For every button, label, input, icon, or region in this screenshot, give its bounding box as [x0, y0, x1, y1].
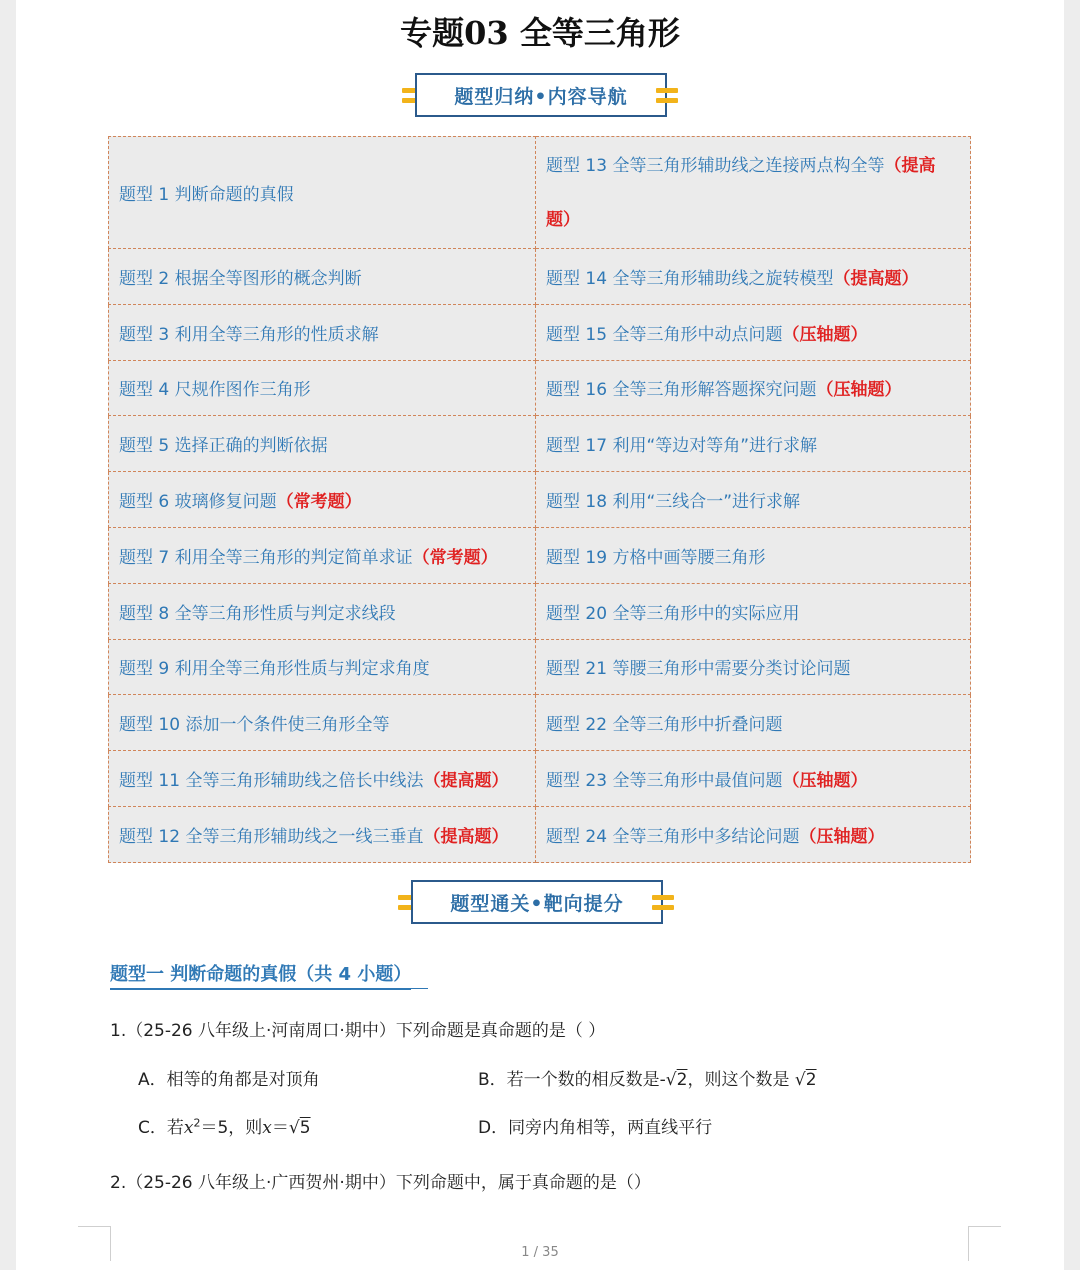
option-b-radicand-2: 2: [805, 1070, 817, 1090]
topic-navigation-table: [108, 136, 971, 863]
sqrt-symbol: √: [794, 1070, 806, 1090]
nav-cell-right[interactable]: [536, 360, 971, 416]
banner-decoration-right-2: [652, 895, 674, 911]
nav-row: [109, 639, 971, 695]
topic-label: 题型 14 全等三角形辅助线之旋转模型: [546, 268, 834, 289]
nav-cell-right[interactable]: [536, 472, 971, 528]
question-1-option-a: A．相等的角都是对顶角: [138, 1070, 320, 1090]
nav-cell-left[interactable]: [109, 583, 536, 639]
question-1-stem: 1.（25-26 八年级上·河南周口·期中）下列命题是真命题的是（ ）: [110, 1021, 606, 1041]
sqrt-symbol: √: [665, 1070, 677, 1090]
nav-row: [109, 527, 971, 583]
nav-cell-right[interactable]: [536, 249, 971, 305]
nav-cell-right[interactable]: [536, 751, 971, 807]
nav-cell-right[interactable]: [536, 583, 971, 639]
question-1-option-d: D．同旁内角相等，两直线平行: [478, 1118, 713, 1138]
banner-practice: 题型通关•靶向提分: [411, 880, 663, 924]
sqrt-symbol: √: [288, 1118, 300, 1138]
nav-cell-left[interactable]: [109, 806, 536, 862]
topic-label: 题型 8 全等三角形性质与判定求线段: [119, 603, 396, 624]
option-c-equals: ＝: [271, 1118, 289, 1138]
nav-row: [109, 416, 971, 472]
nav-cell-right[interactable]: [536, 416, 971, 472]
nav-cell-right[interactable]: [536, 806, 971, 862]
topic-label: 题型 17 利用“等边对等角”进行求解: [546, 436, 818, 457]
topic-label: 题型 4 尺规作图作三角形: [119, 380, 311, 401]
topic-label: 题型 18 利用“三线合一”进行求解: [546, 492, 801, 513]
nav-cell-right[interactable]: [536, 527, 971, 583]
nav-row: [109, 751, 971, 807]
difficulty-tag: （提高题）: [423, 771, 509, 792]
topic-label: 题型 19 方格中画等腰三角形: [546, 547, 766, 568]
nav-row: [109, 360, 971, 416]
option-c-exponent: 2: [193, 1116, 201, 1130]
topic-label: 题型 20 全等三角形中的实际应用: [546, 603, 800, 624]
option-b-middle: ，则这个数是: [687, 1070, 795, 1090]
topic-label: 题型 2 根据全等图形的概念判断: [119, 268, 362, 289]
topic-label: 题型 5 选择正确的判断依据: [119, 436, 328, 457]
nav-cell-left[interactable]: [109, 137, 536, 249]
nav-cell-left[interactable]: [109, 304, 536, 360]
difficulty-tag: （压轴题）: [782, 324, 868, 345]
difficulty-tag: （常考题）: [276, 492, 362, 513]
option-b-prefix: B．若一个数的相反数是-: [478, 1070, 666, 1090]
nav-row: [109, 583, 971, 639]
viewer-right-margin: [1064, 0, 1080, 1270]
topic-label: 题型 3 利用全等三角形的性质求解: [119, 324, 379, 345]
nav-cell-right[interactable]: [536, 137, 971, 249]
option-c-variable: x: [183, 1118, 194, 1138]
question-1-option-b: [478, 1065, 817, 1090]
section-heading: 题型一 判断命题的真假（共 4 小题）: [110, 960, 411, 990]
nav-cell-left[interactable]: [109, 527, 536, 583]
difficulty-tag: （提高题）: [833, 268, 919, 289]
nav-row: [109, 249, 971, 305]
nav-row: [109, 806, 971, 862]
banner-decoration-right: [656, 88, 678, 104]
topic-label: 题型 15 全等三角形中动点问题: [546, 324, 783, 345]
topic-label: 题型 11 全等三角形辅助线之倍长中线法: [119, 771, 424, 792]
nav-cell-right[interactable]: [536, 695, 971, 751]
nav-cell-left[interactable]: [109, 751, 536, 807]
nav-cell-left[interactable]: [109, 695, 536, 751]
difficulty-tag: （压轴题）: [816, 380, 902, 401]
nav-cell-right[interactable]: [536, 304, 971, 360]
option-c-variable-2: x: [262, 1118, 272, 1138]
banner-content-navigation: 题型归纳•内容导航: [415, 73, 667, 117]
topic-label: 题型 10 添加一个条件使三角形全等: [119, 715, 390, 736]
topic-label: 题型 13 全等三角形辅助线之连接两点构全等: [546, 155, 885, 176]
nav-cell-left[interactable]: [109, 416, 536, 472]
option-b-radicand: 2: [676, 1070, 688, 1090]
viewer-left-margin: [0, 0, 16, 1270]
nav-cell-left[interactable]: [109, 472, 536, 528]
difficulty-tag: （压轴题）: [782, 771, 868, 792]
nav-row: [109, 472, 971, 528]
topic-label: 题型 16 全等三角形解答题探究问题: [546, 380, 817, 401]
topic-label: 题型 6 玻璃修复问题: [119, 492, 277, 513]
nav-row: [109, 695, 971, 751]
nav-cell-left[interactable]: [109, 360, 536, 416]
difficulty-tag: （提高题）: [546, 155, 936, 230]
nav-row: [109, 304, 971, 360]
topic-label: 题型 9 利用全等三角形性质与判定求角度: [119, 659, 430, 680]
topic-label: 题型 22 全等三角形中折叠问题: [546, 715, 783, 736]
nav-cell-right[interactable]: [536, 639, 971, 695]
question-1-option-c: [138, 1113, 311, 1138]
difficulty-tag: （提高题）: [423, 826, 509, 847]
nav-cell-left[interactable]: [109, 249, 536, 305]
option-c-prefix: C．若: [138, 1118, 184, 1138]
section-heading-underline: [110, 988, 428, 989]
option-c-middle: ＝5，则: [200, 1118, 263, 1138]
topic-label: 题型 23 全等三角形中最值问题: [546, 771, 783, 792]
topic-label: 题型 1 判断命题的真假: [119, 185, 294, 205]
nav-row: [109, 137, 971, 249]
topic-label: 题型 21 等腰三角形中需要分类讨论问题: [546, 659, 851, 680]
page-indicator: 1 / 35: [521, 1245, 559, 1260]
question-2-stem: 2.（25-26 八年级上·广西贺州·期中）下列命题中，属于真命题的是（）: [110, 1173, 651, 1193]
topic-label: 题型 12 全等三角形辅助线之一线三垂直: [119, 826, 424, 847]
page-title: 专题03 全等三角形: [400, 14, 680, 52]
option-c-radicand: 5: [299, 1118, 311, 1138]
topic-label: 题型 7 利用全等三角形的判定简单求证: [119, 547, 413, 568]
nav-cell-left[interactable]: [109, 639, 536, 695]
topic-label: 题型 24 全等三角形中多结论问题: [546, 826, 800, 847]
difficulty-tag: （常考题）: [412, 547, 498, 568]
difficulty-tag: （压轴题）: [799, 826, 885, 847]
